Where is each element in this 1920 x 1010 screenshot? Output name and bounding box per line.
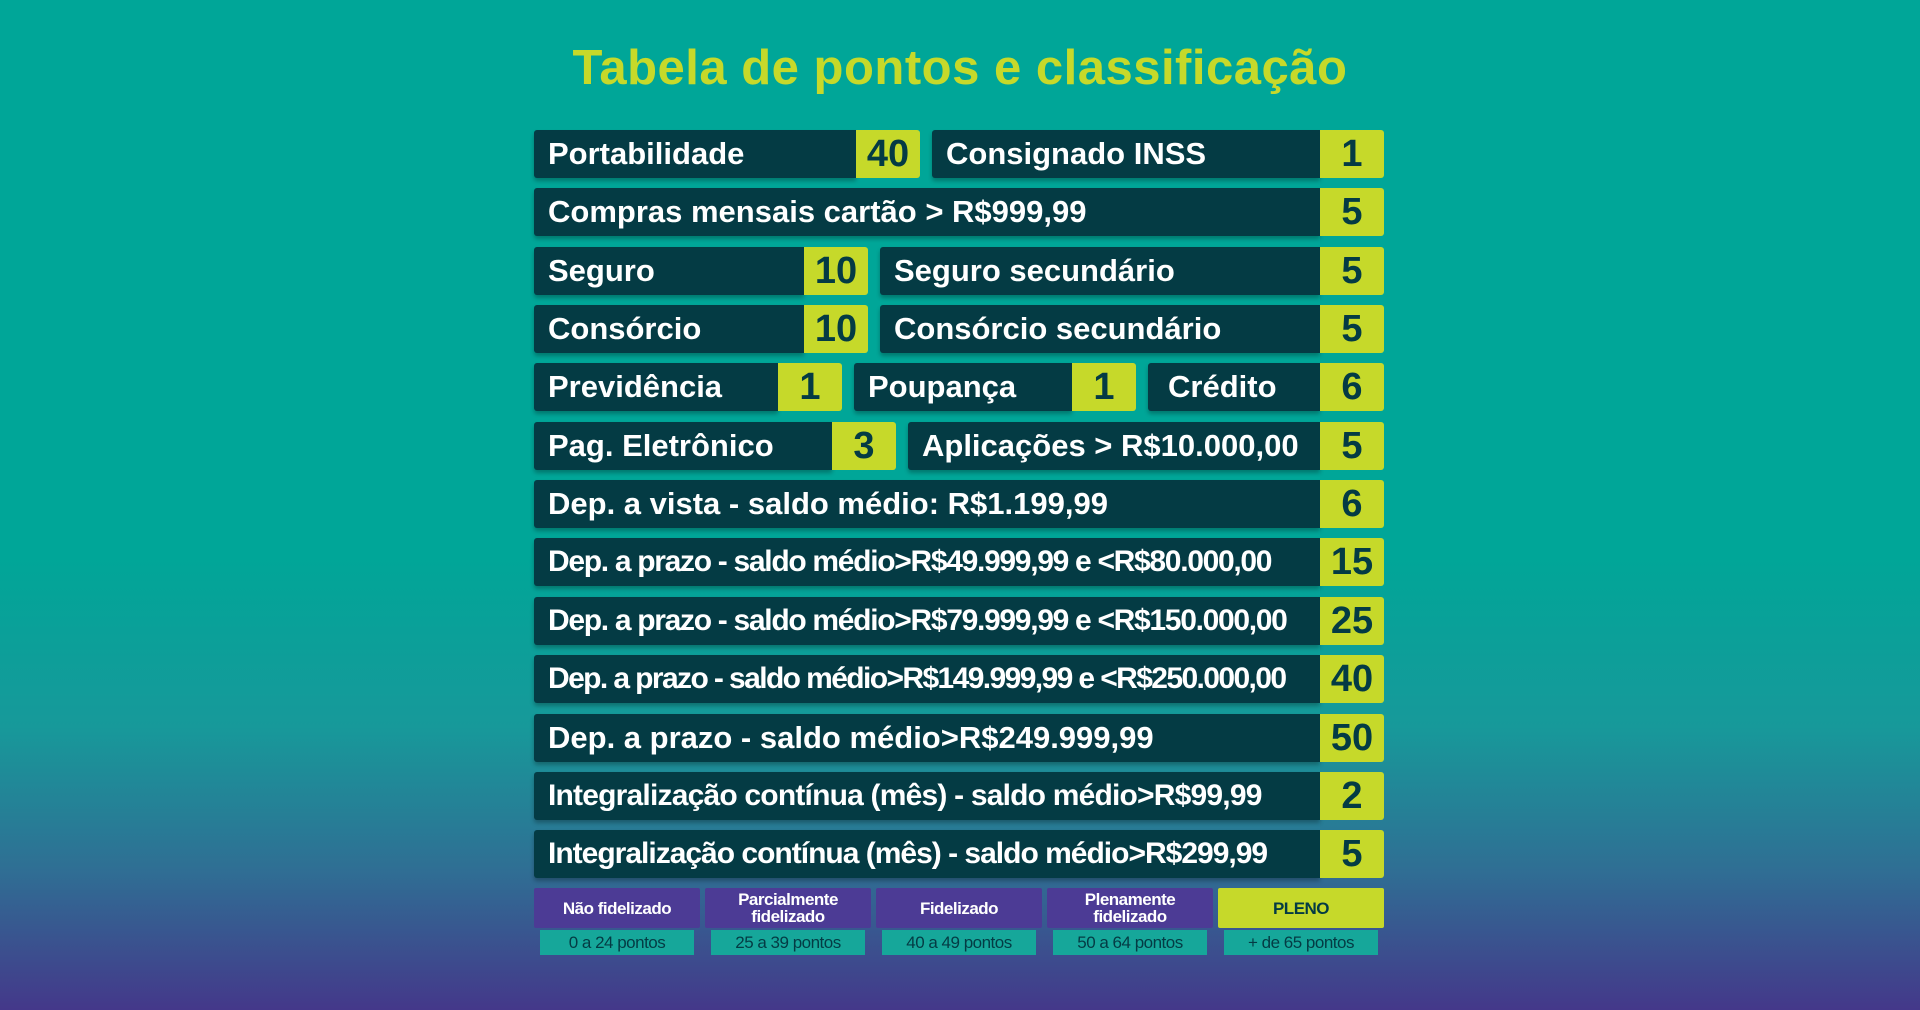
item-integralizacao-299 [534, 830, 1384, 878]
item-label: Seguro [534, 247, 804, 295]
item-label: Dep. a prazo - saldo médio>R$79.999,99 e <R$150.000,00 [534, 597, 1320, 645]
table-row [534, 655, 1384, 703]
table-row [534, 130, 1384, 178]
table-row [534, 772, 1384, 820]
item-label: Consórcio [534, 305, 804, 353]
legend-fidelizado [876, 888, 1042, 955]
item-seguro [534, 247, 868, 295]
legend-range: 25 a 39 pontos [711, 930, 865, 955]
page-title: Tabela de pontos e classificação [572, 41, 1348, 95]
legend-nao-fidelizado [534, 888, 700, 955]
table-row [534, 305, 1384, 353]
item-points: 10 [804, 305, 868, 353]
item-label: Integralização contínua (mês) - saldo médio>R$99,99 [534, 772, 1320, 820]
item-points: 1 [1320, 130, 1384, 178]
item-seguro-secundario [880, 247, 1384, 295]
item-consorcio-secundario [880, 305, 1384, 353]
item-points: 25 [1320, 597, 1384, 645]
item-label: Dep. a prazo - saldo médio>R$149.999,99 e <R$250.000,00 [534, 655, 1320, 703]
item-credito [1148, 363, 1384, 411]
legend-range: 50 a 64 pontos [1053, 930, 1207, 955]
table-row [534, 830, 1384, 878]
legend-label: Fidelizado [876, 888, 1042, 928]
table-row [534, 188, 1384, 236]
legend-label: Não fidelizado [534, 888, 700, 928]
item-points: 50 [1320, 714, 1384, 762]
table-row [534, 247, 1384, 295]
item-pag-eletronico [534, 422, 896, 470]
item-compras-cartao [534, 188, 1384, 236]
legend-pleno [1218, 888, 1384, 955]
item-dep-prazo-49999 [534, 538, 1384, 586]
legend-plenamente-fidelizado [1047, 888, 1213, 955]
item-points: 5 [1320, 305, 1384, 353]
item-points: 5 [1320, 422, 1384, 470]
item-points: 1 [778, 363, 842, 411]
item-points: 6 [1320, 363, 1384, 411]
table-row [534, 538, 1384, 586]
table-row [534, 422, 1384, 470]
item-label: Portabilidade [534, 130, 856, 178]
item-label: Dep. a vista - saldo médio: R$1.199,99 [534, 480, 1320, 528]
item-points: 1 [1072, 363, 1136, 411]
item-points: 5 [1320, 830, 1384, 878]
item-portabilidade [534, 130, 920, 178]
legend-label: Plenamente fidelizado [1047, 888, 1213, 928]
item-label: Dep. a prazo - saldo médio>R$49.999,99 e <R$80.000,00 [534, 538, 1320, 586]
table-row [534, 597, 1384, 645]
table-row [534, 480, 1384, 528]
item-label: Consórcio secundário [880, 305, 1320, 353]
item-label: Previdência [534, 363, 778, 411]
item-points: 6 [1320, 480, 1384, 528]
classification-legend [534, 888, 1384, 955]
item-points: 10 [804, 247, 868, 295]
item-points: 5 [1320, 188, 1384, 236]
item-label: Pag. Eletrônico [534, 422, 832, 470]
item-consignado-inss [932, 130, 1384, 178]
item-consorcio [534, 305, 868, 353]
item-label: Compras mensais cartão > R$999,99 [534, 188, 1320, 236]
item-points: 40 [856, 130, 920, 178]
table-row [534, 363, 1384, 411]
item-points: 3 [832, 422, 896, 470]
item-points: 15 [1320, 538, 1384, 586]
legend-label: Parcialmente fidelizado [705, 888, 871, 928]
item-label: Seguro secundário [880, 247, 1320, 295]
item-points: 5 [1320, 247, 1384, 295]
legend-label: PLENO [1218, 888, 1384, 928]
item-previdencia [534, 363, 842, 411]
item-dep-prazo-249999 [534, 714, 1384, 762]
legend-range: 40 a 49 pontos [882, 930, 1036, 955]
item-aplicacoes [908, 422, 1384, 470]
item-label: Aplicações > R$10.000,00 [908, 422, 1320, 470]
item-label: Poupança [854, 363, 1072, 411]
item-points: 2 [1320, 772, 1384, 820]
item-label: Crédito [1148, 363, 1320, 411]
item-dep-prazo-149999 [534, 655, 1384, 703]
item-dep-vista [534, 480, 1384, 528]
table-row [534, 714, 1384, 762]
item-dep-prazo-79999 [534, 597, 1384, 645]
item-label: Integralização contínua (mês) - saldo médio>R$299,99 [534, 830, 1320, 878]
item-poupanca [854, 363, 1136, 411]
legend-range: 0 a 24 pontos [540, 930, 694, 955]
item-label: Consignado INSS [932, 130, 1320, 178]
legend-parcialmente-fidelizado [705, 888, 871, 955]
legend-range: + de 65 pontos [1224, 930, 1378, 955]
item-label: Dep. a prazo - saldo médio>R$249.999,99 [534, 714, 1320, 762]
item-integralizacao-99 [534, 772, 1384, 820]
item-points: 40 [1320, 655, 1384, 703]
